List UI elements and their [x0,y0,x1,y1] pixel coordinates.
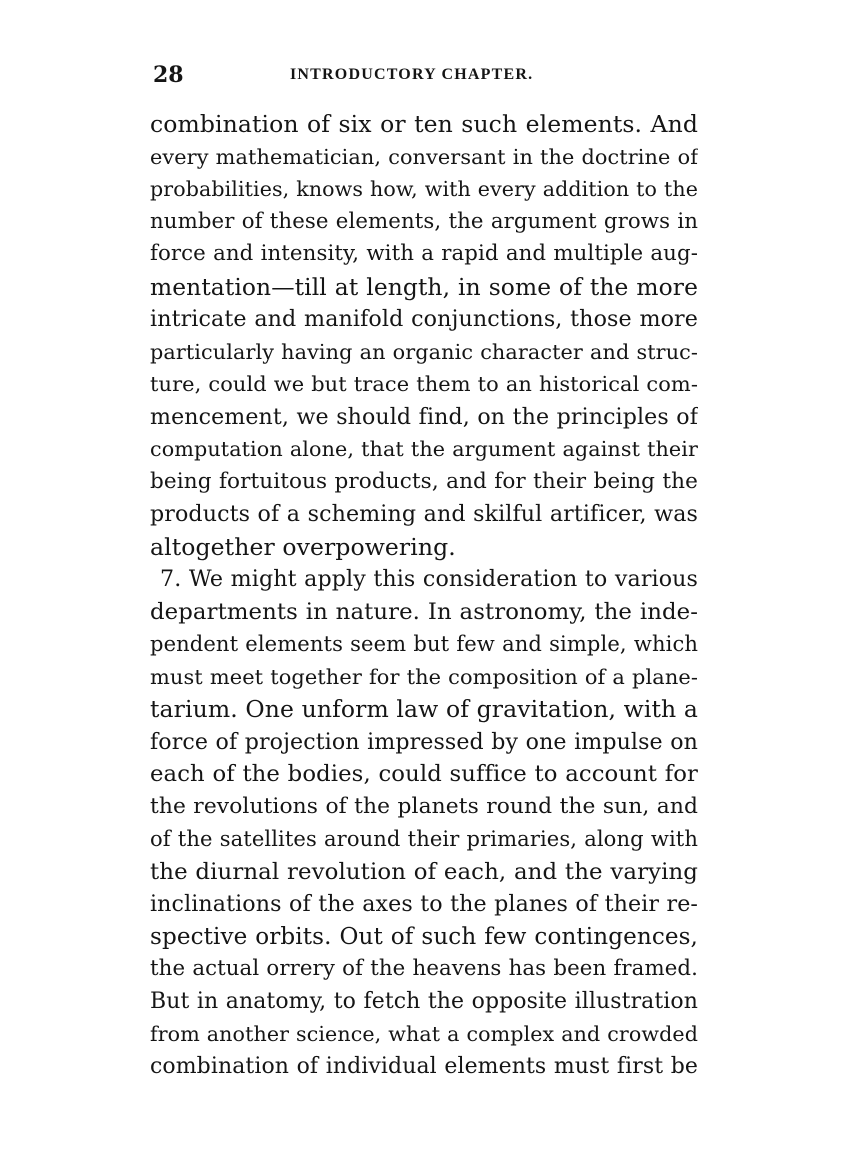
text-line: the actual orrery of the heavens has been framed. [150,956,698,981]
text-line: intricate and manifold conjunctions, those more [150,306,698,332]
text-line: number of these elements, the argument grows in [150,208,698,234]
text-line: from another science, what a complex and crowded [150,1022,698,1046]
text-line: mencement, we should find, on the principles of [150,403,698,430]
body-text [150,108,698,1083]
text-line: combination of individual elements must first be [150,1053,698,1079]
text-line: ture, could we but trace them to an historical com- [150,372,698,396]
text-line: particularly having an organic character and struc- [150,339,698,364]
text-line: being fortuitous products, and for their being the [150,468,698,494]
text-line: But in anatomy, to fetch the opposite illustration [150,988,698,1014]
text-line: the diurnal revolution of each, and the varying [150,858,698,885]
text-line: inclinations of the axes to the planes of their re- [150,891,698,917]
text-line: force and intensity, with a rapid and multiple aug- [150,241,698,266]
text-line: combination of six or ten such elements. And [150,110,698,138]
text-line: tarium. One unform law of gravitation, with a [150,695,698,723]
text-line: of the satellites around their primaries, along with [150,826,698,851]
paragraph-end-line: altogether overpowering. [150,532,456,561]
text-line: products of a scheming and skilful artificer, was [150,501,698,527]
text-line: every mathematician, conversant in the doctrine of [150,144,698,169]
text-line: each of the bodies, could suffice to account for [150,761,698,787]
running-head [150,62,698,88]
text-line: departments in nature. In astronomy, the inde- [150,598,698,625]
text-line: force of projection impressed by one impulse on [150,728,698,755]
text-line: pendent elements seem but few and simple, which [150,631,698,656]
text-line: spective orbits. Out of such few contingences, [150,923,698,950]
text-line: mentation—till at length, in some of the more [150,272,698,301]
page-number: 28 [153,62,184,88]
text-line: computation alone, that the argument against their [150,437,698,461]
chapter-title: INTRODUCTORY CHAPTER. [290,66,534,83]
paragraph-start-line: 7. We might apply this consideration to various [160,566,698,592]
text-line: the revolutions of the planets round the sun, and [150,793,698,819]
text-line: probabilities, knows how, with every addition to the [150,177,698,201]
text-line: must meet together for the composition of a plane- [150,664,698,689]
